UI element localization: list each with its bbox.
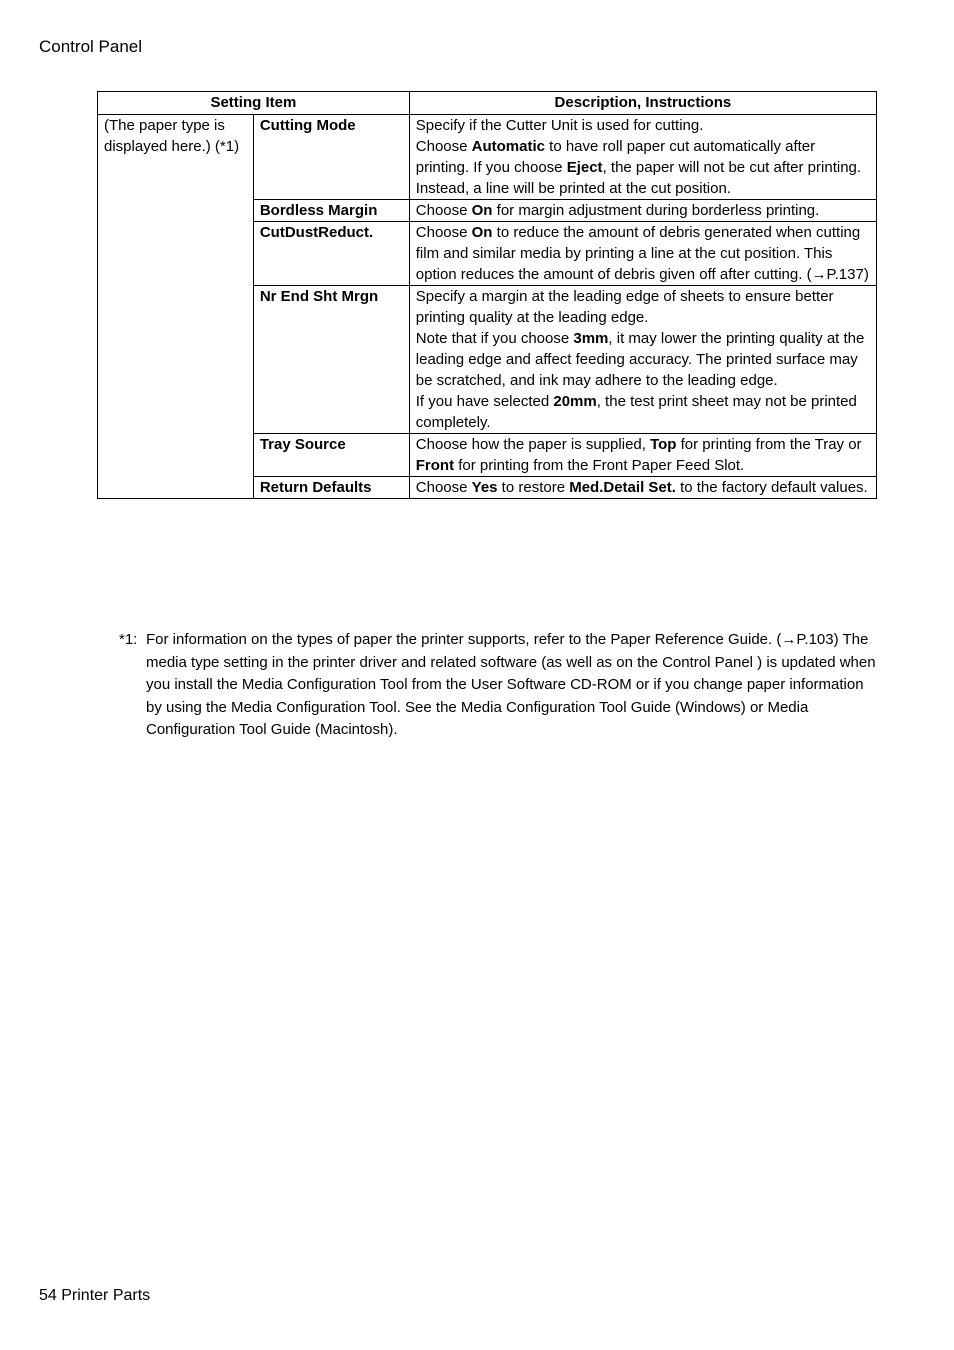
setting-item-name: Cutting Mode [253,115,409,200]
setting-description [409,477,876,499]
description-text: to have roll paper cut automatically after printing. If you choose [415,138,816,176]
setting-item-name: CutDustReduct. [253,222,409,286]
setting-item-header: Setting Item [98,92,410,115]
description-keyword: Eject [566,159,603,176]
description-keyword: Automatic [471,138,545,155]
setting-description [409,434,876,477]
description-keyword: On [471,224,493,241]
setting-item-name: Nr End Sht Mrgn [253,286,409,434]
setting-description [409,200,876,222]
paper-type-cell: (The paper type is displayed here.) (*1) [98,115,254,499]
footnote [119,629,879,742]
description-keyword: 3mm [573,330,609,347]
table-header-row [98,92,877,115]
description-text: for margin adjustment during borderless printing. [492,202,820,219]
footnote-text: For information on the types of paper the printer supports, refer to the Paper Reference Guide. (→P.103) The media type setting in the printer driver and related software (as well as on the Control Panel ) is updated when you install the Media Configuration Tool from the User Software CD-ROM or if you change paper information by using the Media Configuration Tool. See the Media Configuration Tool Guide (Windows) or Media Configuration Tool Guide (Macintosh). [146,631,876,738]
setting-item-name: Return Defaults [253,477,409,499]
table-row [98,115,877,200]
description-keyword: 20mm [553,393,597,410]
description-text: for printing from the Front Paper Feed Slot. [454,457,745,474]
description-text: Choose [415,479,472,496]
settings-body [98,115,877,499]
description-text: , the paper will not be cut after printing. Instead, a line will be printed at the cut position. [415,159,862,197]
setting-description [409,286,876,434]
description-text: Note that if you choose [415,330,574,347]
setting-item-name: Bordless Margin [253,200,409,222]
description-text: to the factory default values. [675,479,868,496]
description-text: Choose [415,138,472,155]
description-text: Specify if the Cutter Unit is used for cutting. [415,117,704,134]
description-header: Description, Instructions [409,92,876,115]
description-keyword: Front [415,457,455,474]
description-text: for printing from the Tray or [676,436,862,453]
settings-table [97,91,877,499]
description-text: Choose [415,202,472,219]
description-keyword: Yes [471,479,498,496]
description-text: Choose how the paper is supplied, [415,436,651,453]
setting-item-name: Tray Source [253,434,409,477]
description-text: Choose [415,224,472,241]
description-text: , the test print sheet may not be printed completely. [415,393,857,431]
section-title: Control Panel [39,37,143,56]
description-text: Specify a margin at the leading edge of sheets to ensure better printing quality at the leading edge. [415,288,834,326]
footnote-label: *1: [119,631,138,648]
description-text: , it may lower the printing quality at the leading edge and affect feeding accuracy. The printed surface may be scratched, and ink may adhere to the leading edge. [415,330,865,389]
description-keyword: On [471,202,493,219]
setting-description [409,115,876,200]
description-keyword: Med.Detail Set. [569,479,676,496]
description-text: If you have selected [415,393,554,410]
setting-description [409,222,876,286]
page-footer: 54 Printer Parts [39,1287,151,1304]
description-text: to restore [497,479,570,496]
description-keyword: Top [650,436,677,453]
description-text: to reduce the amount of debris generated when cutting film and similar media by printing a line at the cut position. This option reduces the amount of debris given off after cutting. (→P.137) [415,224,869,283]
